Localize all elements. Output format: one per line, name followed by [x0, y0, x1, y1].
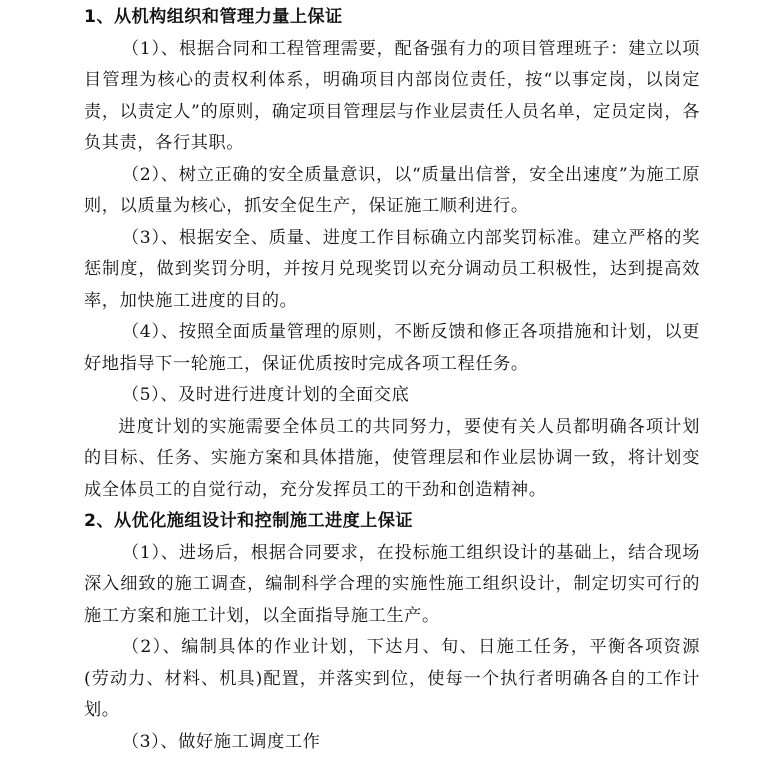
section-2-item-1: （1）、进场后，根据合同要求，在投标施工组织设计的基础上，结合现场深入细致的施工调查，编制科学合理的实施性施工组织设计，制定切实可行的施工方案和施工计划，以全面指导施工生产。 [84, 542, 700, 626]
section-1-item-5: （5）、及时进行进度计划的全面交底 [121, 385, 410, 405]
section-1-heading: 1、从机构组织和管理力量上保证 [84, 7, 343, 27]
section-1-item-3: （3）、根据安全、质量、进度工作目标确立内部奖罚标准。建立严格的奖惩制度，做到奖罚分明，并按月兑现奖罚以充分调动员工积极性，达到提高效率，加快施工进度的目的。 [84, 227, 700, 311]
section-1-item-4: （4）、按照全面质量管理的原则，不断反馈和修正各项措施和计划，以更好地指导下一轮施工，保证优质按时完成各项工程任务。 [84, 322, 700, 374]
section-1-item-2: （2）、树立正确的安全质量意识，以“质量出信誉，安全出速度”为施工原则，以质量为核心，抓安全促生产，保证施工顺利进行。 [84, 164, 700, 216]
section-2-item-2: （2）、编制具体的作业计划，下达月、旬、日施工任务，平衡各项资源(劳动力、材料、机具)配置，并落实到位，使每一个执行者明确各自的工作计划。 [84, 637, 700, 720]
section-2-item-3: （3）、做好施工调度工作 [121, 731, 321, 752]
section-1-item-1: （1）、根据合同和工程管理需要，配备强有力的项目管理班子：建立以项目管理为核心的责权利体系，明确项目内部岗位责任，按“以事定岗，以岗定责，以责定人”的原则，确定项目管理层与作业层责任人员名单，定员定岗，各负其责，各行其职。 [84, 38, 700, 153]
section-2-heading: 2、从优化施组设计和控制施工进度上保证 [84, 511, 413, 531]
section-1-body-paragraph: 进度计划的实施需要全体员工的共同努力，要使有关人员都明确各项计划的目标、任务、实施方案和具体措施，使管理层和作业层协调一致，将计划变成全体员工的自觉行动，充分发挥员工的干劲和创造精神。 [84, 416, 700, 500]
